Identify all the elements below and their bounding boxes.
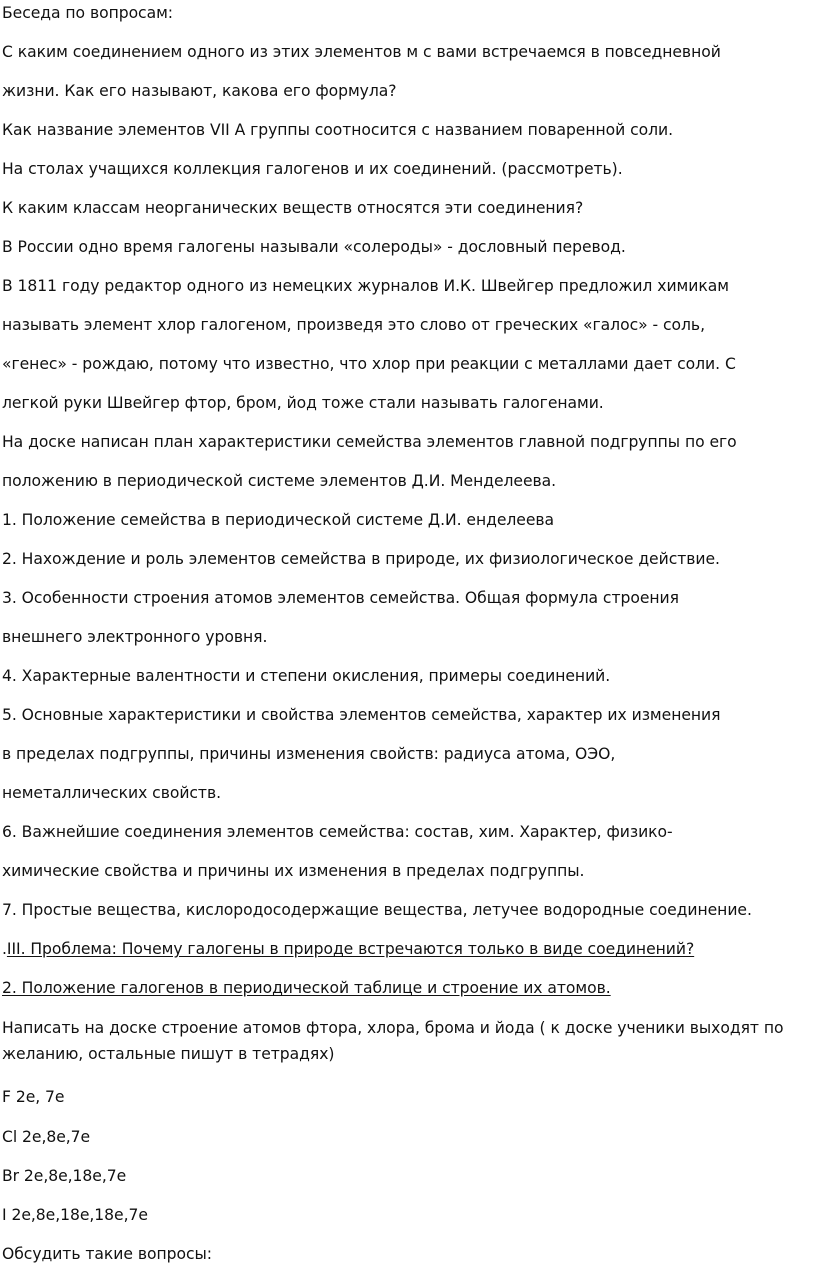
text-line-6: В России одно время галогены называли «солероды» - дословный перевод. — [2, 238, 626, 256]
text-line-5: К каким классам неорганических веществ относятся эти соединения? — [2, 199, 584, 217]
document-page — [2, 0, 814, 1283]
text-line-2: жизни. Как его называют, какова его формула? — [2, 82, 397, 100]
plan-item-6-continued: химические свойства и причины их изменения в пределах подгруппы. — [2, 862, 585, 880]
text-line-discussion-heading: Беседа по вопросам: — [2, 4, 174, 22]
plan-item-5: 5. Основные характеристики и свойства элементов семейства, характер их изменения — [2, 706, 721, 724]
atom-chlorine: Cl 2е,8е,7е — [2, 1128, 91, 1146]
text-line-7: В 1811 году редактор одного из немецких журналов И.К. Швейгер предложил химикам — [2, 277, 729, 295]
text-line-1: С каким соединением одного из этих элементов м с вами встречаемся в повседневной — [2, 43, 721, 61]
atom-iodine: I 2е,8е,18е,18е,7е — [2, 1206, 148, 1224]
task-text-line-1: Написать на доске строение атомов фтора, хлора, брома и йода ( к доске ученики выходят по — [2, 1019, 784, 1037]
text-line-3: Как название элементов VII А группы соотносится с названием поваренной соли. — [2, 121, 674, 139]
plan-item-7: 7. Простые вещества, кислородосодержащие вещества, летучее водородные соединение. — [2, 901, 752, 919]
problem-heading: III. Проблема: Почему галогены в природе встречаются только в виде соединений? — [6, 940, 695, 958]
text-line-4: На столах учащихся коллекция галогенов и их соединений. (рассмотреть). — [2, 160, 623, 178]
text-line-8: называть элемент хлор галогеном, произведя это слово от греческих «галос» - соль, — [2, 316, 705, 334]
text-line-9: «генес» - рождаю, потому что известно, что хлор при реакции с металлами дает соли. С — [2, 355, 736, 373]
plan-item-2: 2. Нахождение и роль элементов семейства в природе, их физиологическое действие. — [2, 550, 720, 568]
plan-item-3-continued: внешнего электронного уровня. — [2, 628, 268, 646]
task-text-line-2: желанию, остальные пишут в тетрадях) — [2, 1045, 335, 1063]
plan-item-5-continued-2: неметаллических свойств. — [2, 784, 222, 802]
section-2-heading: 2. Положение галогенов в периодической таблице и строение их атомов. — [2, 979, 611, 997]
leading-dot: . — [2, 940, 7, 958]
plan-item-1: 1. Положение семейства в периодической системе Д.И. енделеева — [2, 511, 555, 529]
atom-bromine: Br 2е,8е,18е,7е — [2, 1167, 127, 1185]
text-line-11: На доске написан план характеристики семейства элементов главной подгруппы по его — [2, 433, 737, 451]
discuss-questions-heading: Обсудить такие вопросы: — [2, 1245, 212, 1263]
plan-item-3: 3. Особенности строения атомов элементов семейства. Общая формула строения — [2, 589, 679, 607]
problem-line — [2, 939, 694, 959]
plan-item-5-continued-1: в пределах подгруппы, причины изменения свойств: радиуса атома, ОЭО, — [2, 745, 616, 763]
plan-item-6: 6. Важнейшие соединения элементов семейства: состав, хим. Характер, физико- — [2, 823, 673, 841]
atom-fluorine: F 2е, 7е — [2, 1088, 65, 1106]
text-line-10: легкой руки Швейгер фтор, бром, йод тоже стали называть галогенами. — [2, 394, 604, 412]
plan-item-4: 4. Характерные валентности и степени окисления, примеры соединений. — [2, 667, 611, 685]
text-line-12: положению в периодической системе элементов Д.И. Менделеева. — [2, 472, 557, 490]
